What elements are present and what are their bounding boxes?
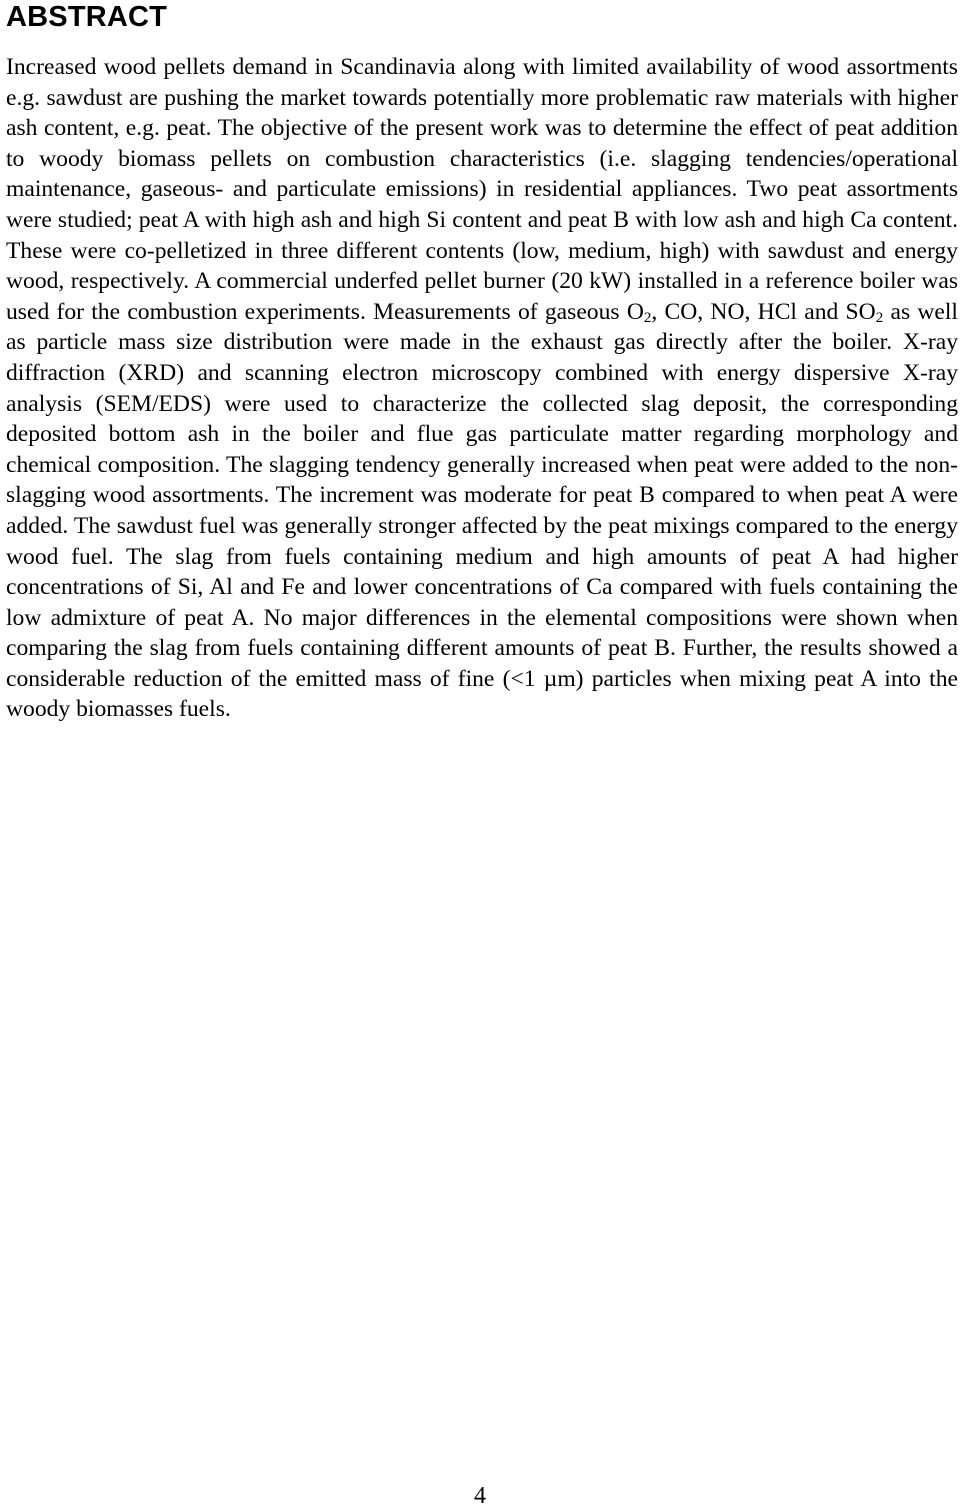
subscript-o2: 2: [643, 309, 652, 326]
abstract-text-part-1: Increased wood pellets demand in Scandinavia along with limited availability of wood assortments e.g. sawdust are pushing the market towards potentially more problematic raw materials with higher ash content, e.g. peat. The objective of the present work was to determine the effect of peat addition to woody biomass pellets on combustion characteristics (i.e. slagging tendencies/operational maintenance, gaseous- and particulate emissions) in residential appliances. Two peat assortments were studied; peat A with high ash and high Si content and peat B with low ash and high Ca content. These were co-pelletized in three different contents (low, medium, high) with sawdust and energy wood, respectively. A commercial underfed pellet burner (20 kW) installed in a reference boiler was used for the combustion experiments. Measurements of gaseous O: [6, 54, 958, 325]
page-number: 4: [474, 1483, 486, 1509]
abstract-text-part-3: as well as particle mass size distribution were made in the exhaust gas directly after the boiler. X-ray diffraction (XRD) and scanning electron microscopy combined with energy dispersive X-ray analysis (SEM/EDS) were used to characterize the collected slag deposit, the corresponding deposited bottom ash in the boiler and flue gas particulate matter regarding morphology and chemical composition. The slagging tendency generally increased when peat were added to the non-slagging wood assortments. The increment was moderate for peat B compared to when peat A were added. The sawdust fuel was generally stronger affected by the peat mixings compared to the energy wood fuel. The slag from fuels containing medium and high amounts of peat A had higher concentrations of Si, Al and Fe and lower concentrations of Ca compared with fuels containing the low admixture of peat A. No major differences in the elemental compositions were shown when comparing the slag from fuels containing different amounts of peat B. Further, the results showed a considerable reduction of the emitted mass of fine (<1 µm) particles when mixing peat A into the woody biomasses fuels.: [6, 298, 958, 723]
abstract-paragraph: [6, 52, 958, 725]
subscript-so2: 2: [875, 309, 884, 326]
abstract-text-part-2: , CO, NO, HCl and SO: [651, 298, 876, 325]
section-heading: ABSTRACT: [6, 1, 168, 33]
